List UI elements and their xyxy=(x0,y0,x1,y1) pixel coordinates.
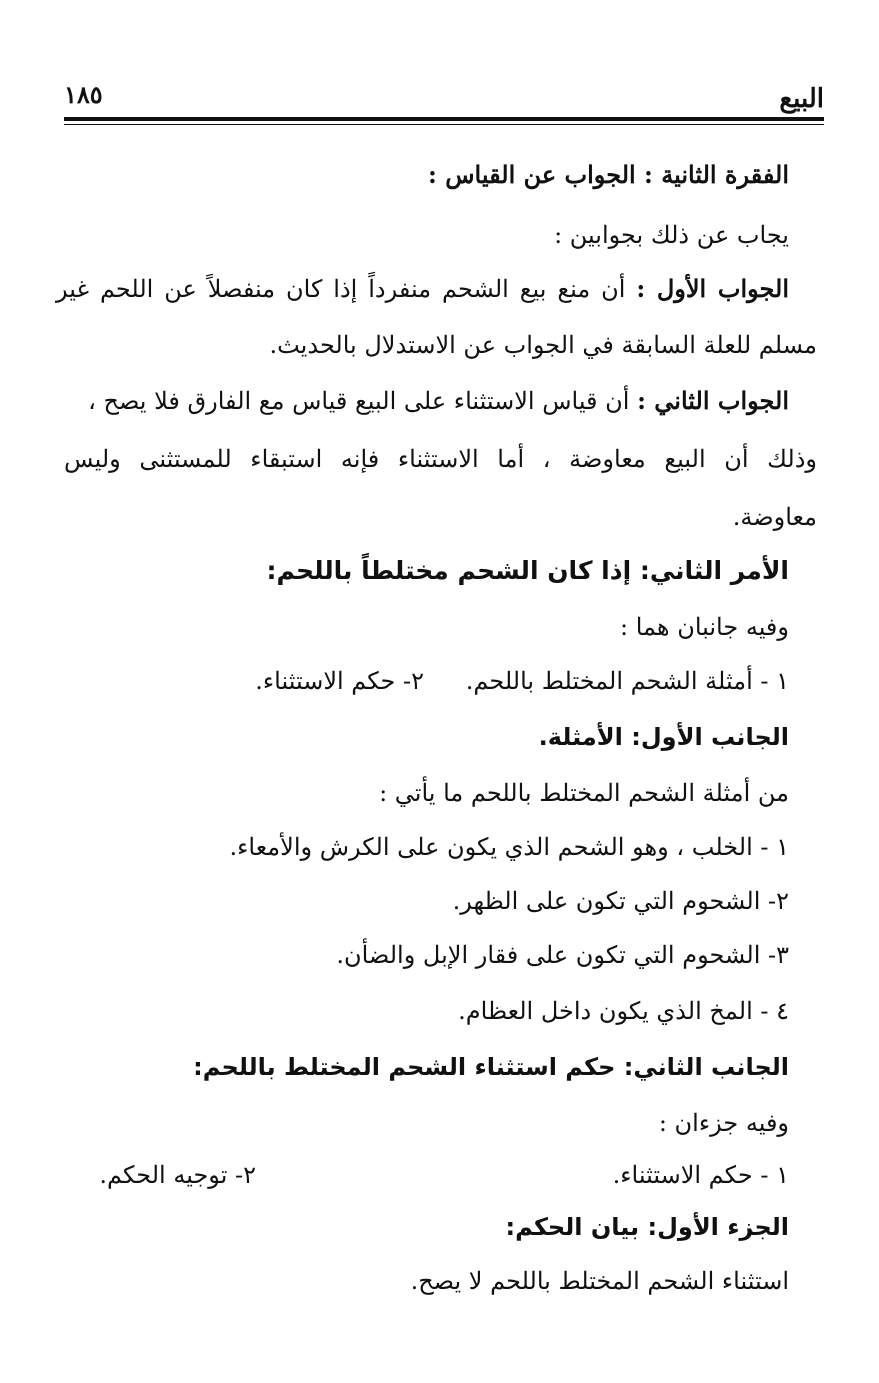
example-item-4: ٤ - المخ الذي يكون داخل العظام. xyxy=(458,997,789,1025)
header-rule-thick xyxy=(64,117,824,121)
page-number: ١٨٥ xyxy=(64,80,103,109)
example-item-1: ١ - الخلب ، وهو الشحم الذي يكون على الكرش والأمعاء. xyxy=(229,833,789,861)
answer2-text: أن قياس الاستثناء على البيع قياس مع الفارق فلا يصح ، xyxy=(88,387,638,415)
answer1-line1 xyxy=(56,272,789,306)
example-item-2: ٢- الشحوم التي تكون على الظهر. xyxy=(452,887,789,915)
part-item-1: ١ - حكم الاستثناء. xyxy=(612,1161,789,1189)
aspect-item-1: ١ - أمثلة الشحم المختلط باللحم. xyxy=(465,667,789,695)
running-title: البيع xyxy=(779,84,824,114)
answer1-text: أن منع بيع الشحم منفرداً إذا كان منفصلاً عن اللحم غير xyxy=(56,275,637,303)
ruling-line: استثناء الشحم المختلط باللحم لا يصح. xyxy=(410,1267,789,1295)
section-heading-matter2: الأمر الثاني: إذا كان الشحم مختلطاً باللحم: xyxy=(266,556,789,585)
example-item-3: ٣- الشحوم التي تكون على فقار الإبل والضأن. xyxy=(336,941,789,969)
answer2-label: الجواب الثاني : xyxy=(637,386,789,415)
answer2-line3: معاوضة. xyxy=(732,503,817,531)
intro-line: يجاب عن ذلك بجوابين : xyxy=(554,221,789,249)
answer2-line2: وذلك أن البيع معاوضة ، أما الاستثناء فإنه استبقاء للمستثنى وليس xyxy=(64,445,817,473)
aspect-item-2: ٢- حكم الاستثناء. xyxy=(255,667,424,695)
part-item-2: ٢- توجيه الحكم. xyxy=(99,1161,256,1189)
answer1-line2: مسلم للعلة السابقة في الجواب عن الاستدلال بالحديث. xyxy=(269,331,817,359)
subheading-aspect2: الجانب الثاني: حكم استثناء الشحم المختلط باللحم: xyxy=(193,1053,789,1081)
answer2-line1 xyxy=(88,384,789,418)
examples-intro: من أمثلة الشحم المختلط باللحم ما يأتي : xyxy=(379,779,789,807)
answer1-label: الجواب الأول : xyxy=(636,274,789,303)
two-aspects-line: وفيه جانبان هما : xyxy=(620,613,789,641)
subheading-aspect1: الجانب الأول: الأمثلة. xyxy=(538,723,789,751)
two-parts-line: وفيه جزءان : xyxy=(658,1109,789,1137)
header-rule-thin xyxy=(64,124,824,125)
subheading-part1: الجزء الأول: بيان الحكم: xyxy=(505,1213,789,1241)
page-header xyxy=(64,78,824,120)
section-heading-para2: الفقرة الثانية : الجواب عن القياس : xyxy=(428,160,789,189)
